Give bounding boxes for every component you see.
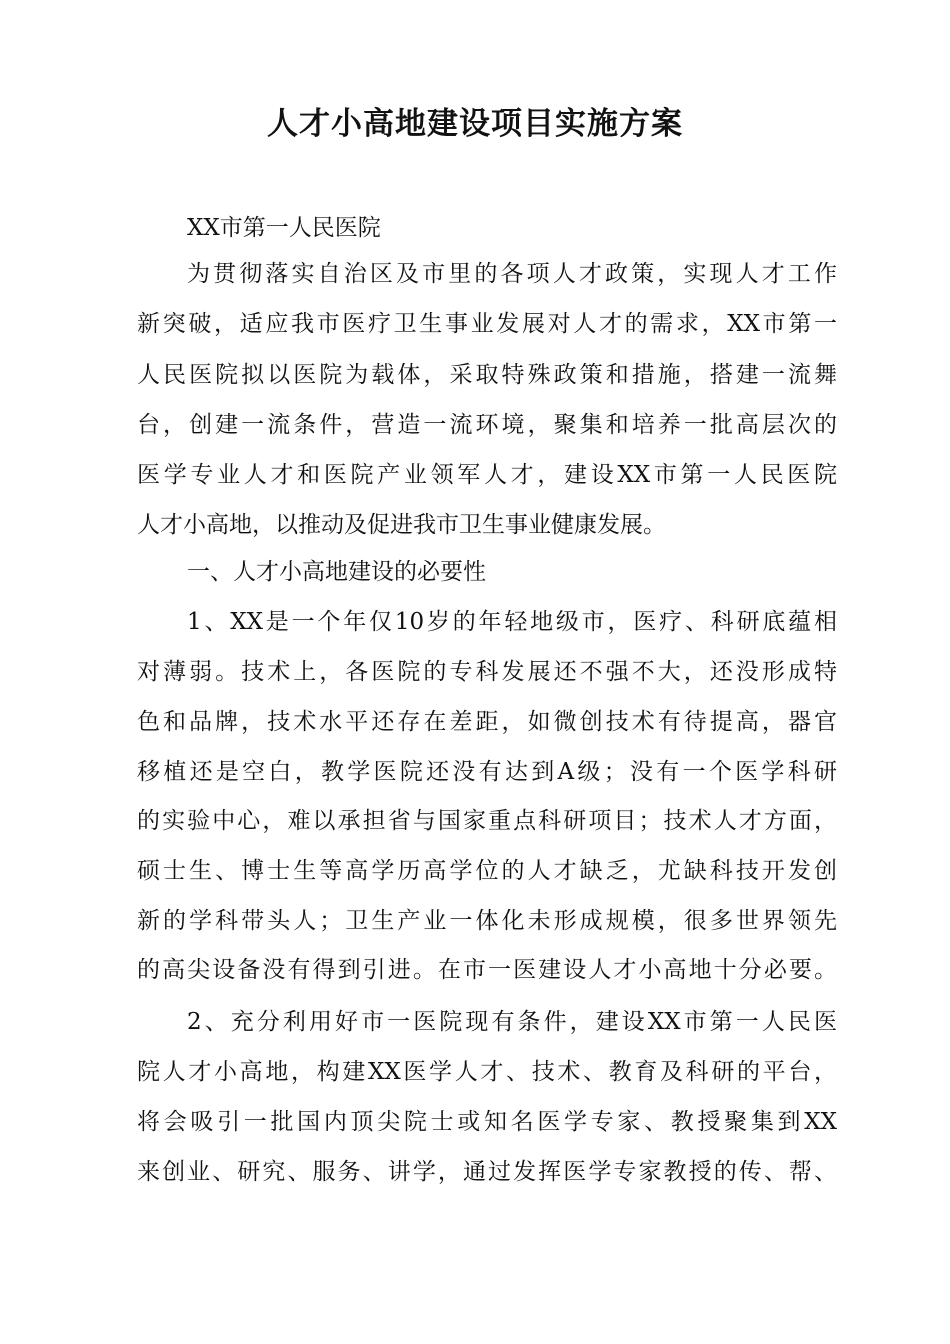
paragraph-2-line-6: 硕士生、博士生等高学历高学位的人才缺乏，尤缺科技开发创 xyxy=(137,858,837,884)
paragraph-1-line-5: 医学专业人才和医院产业领军人才，建设XX市第一人民医院 xyxy=(137,462,837,488)
paragraph-2-line-3: 色和品牌，技术水平还存在差距，如微创技术有待提高，器官 xyxy=(137,709,837,735)
paragraph-2-line-7: 新的学科带头人；卫生产业一体化未形成规模，很多世界领先 xyxy=(137,908,837,934)
paragraph-3-line-4: 来创业、研究、服务、讲学，通过发挥医学专家教授的传、帮、 xyxy=(137,1159,837,1185)
document-title: 人才小高地建设项目实施方案 xyxy=(267,106,683,142)
paragraph-3-line-2: 院人才小高地，构建XX医学人才、技术、教育及科研的平台， xyxy=(137,1059,837,1085)
paragraph-1-line-4: 台，创建一流条件，营造一流环境，聚集和培养一批高层次的 xyxy=(137,412,837,438)
paragraph-3-line-1: 2、充分利用好市一医院现有条件，建设XX市第一人民医 xyxy=(187,1009,837,1035)
paragraph-2-line-8: 的高尖设备没有得到引进。在市一医建设人才小高地十分必要。 xyxy=(137,957,837,983)
paragraph-1-line-2: 新突破，适应我市医疗卫生事业发展对人才的需求，XX市第一 xyxy=(137,311,837,337)
organization-name: XX市第一人民医院 xyxy=(187,215,381,241)
paragraph-3-line-3: 将会吸引一批国内顶尖院士或知名医学专家、教授聚集到XX xyxy=(137,1109,837,1135)
paragraph-1-line-6: 人才小高地，以推动及促进我市卫生事业健康发展。 xyxy=(137,512,666,538)
section-heading-1: 一、人才小高地建设的必要性 xyxy=(187,559,486,585)
paragraph-2-line-2: 对薄弱。技术上，各医院的专科发展还不强不大，还没形成特 xyxy=(137,659,837,685)
paragraph-2-line-5: 的实验中心，难以承担省与国家重点科研项目；技术人才方面， xyxy=(137,808,837,834)
paragraph-1-line-1: 为贯彻落实自治区及市里的各项人才政策，实现人才工作 xyxy=(187,261,837,287)
paragraph-2-line-4: 移植还是空白，教学医院还没有达到A级；没有一个医学科研 xyxy=(137,759,837,785)
paragraph-1-line-3: 人民医院拟以医院为载体，采取特殊政策和措施，搭建一流舞 xyxy=(137,362,837,388)
paragraph-2-line-1: 1、XX是一个年仅10岁的年轻地级市，医疗、科研底蕴相 xyxy=(187,609,837,635)
